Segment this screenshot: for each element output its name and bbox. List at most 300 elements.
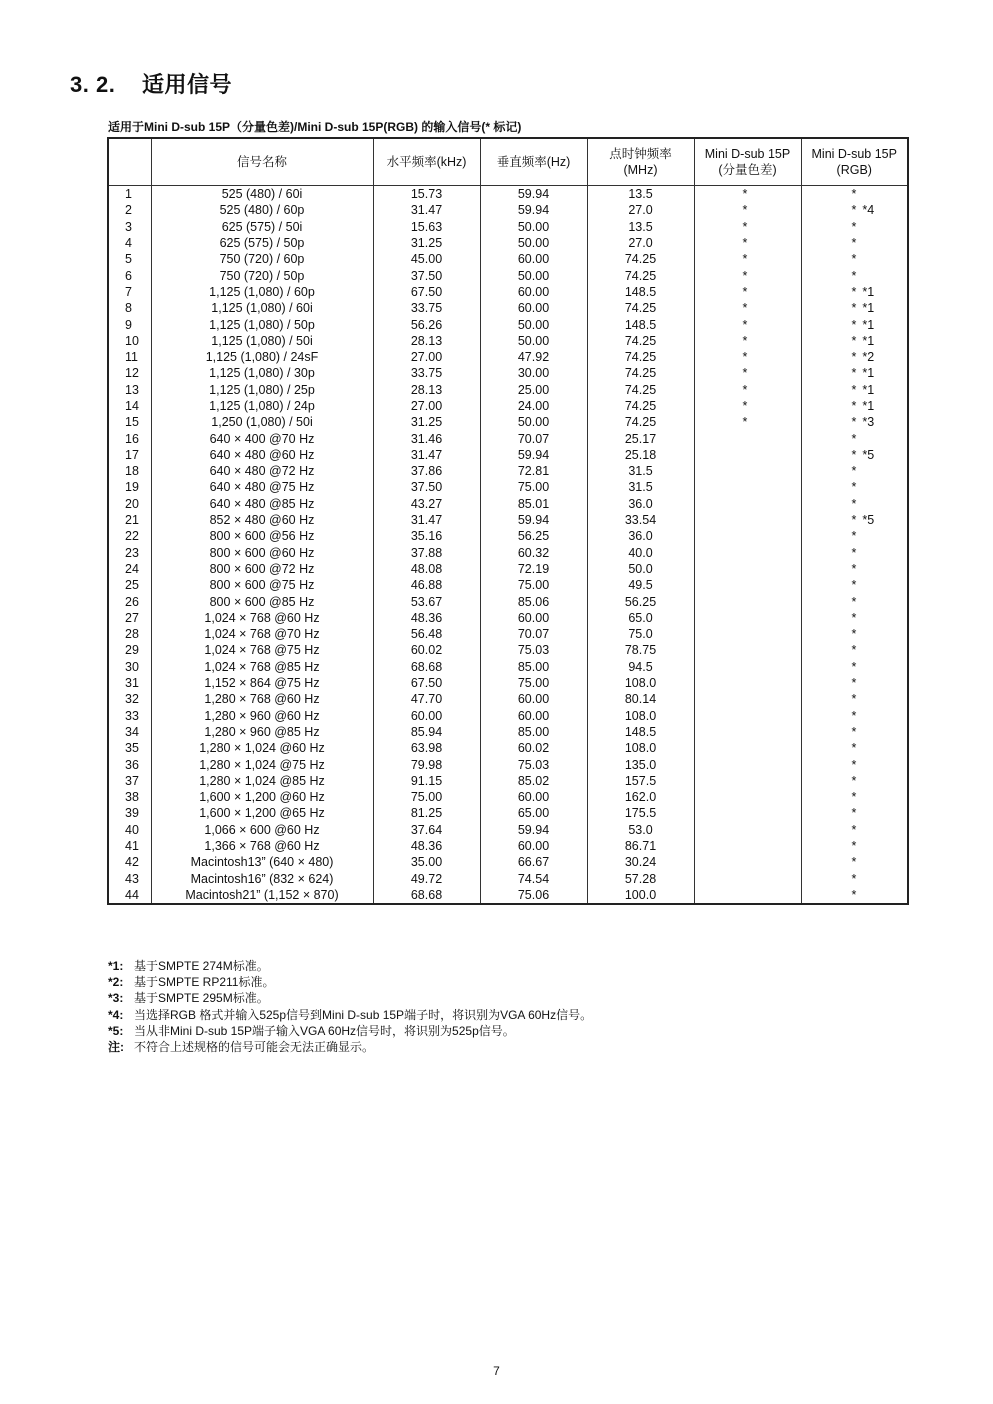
- signal-name: 1,125 (1,080) / 25p: [209, 382, 315, 397]
- v-freq: 60.00: [517, 790, 550, 805]
- v-freq: 59.94: [517, 513, 550, 528]
- h-freq: 37.50: [410, 480, 443, 495]
- signal-name: 1,066 × 600 @60 Hz: [204, 822, 320, 837]
- h-freq: 33.75: [410, 301, 443, 316]
- row-index: 34: [125, 724, 139, 739]
- dot-clock: 175.5: [624, 806, 657, 821]
- row-index: 23: [125, 545, 139, 560]
- header-rgb: [801, 138, 908, 186]
- v-freq: 56.25: [517, 529, 550, 544]
- h-freq: 75.00: [410, 790, 443, 805]
- h-freq: 15.73: [410, 187, 443, 202]
- h-freq: 46.88: [410, 578, 443, 593]
- rgb-support: *: [851, 496, 857, 511]
- dot-clock: 36.0: [628, 529, 653, 544]
- dot-clock: 78.75: [624, 643, 657, 658]
- row-index: 41: [125, 839, 139, 854]
- dot-clock: 108.0: [624, 708, 657, 723]
- signal-name: Macintosh21” (1,152 × 870): [185, 887, 339, 902]
- table-row: [108, 545, 908, 561]
- h-freq: 31.25: [410, 415, 443, 430]
- component-support: *: [742, 284, 748, 299]
- v-freq: 60.00: [517, 692, 550, 707]
- dot-clock: 13.5: [628, 219, 653, 234]
- dot-clock: 148.5: [624, 284, 657, 299]
- rgb-support: *: [851, 333, 857, 348]
- note-reference: *1: [862, 382, 875, 397]
- row-index: 5: [125, 252, 132, 267]
- table-row: [108, 235, 908, 251]
- footnote-text: 基于SMPTE 295M标准。: [134, 991, 269, 1006]
- table-row: [108, 512, 908, 528]
- rgb-support: *: [851, 350, 857, 365]
- signal-name: 852 × 480 @60 Hz: [209, 513, 315, 528]
- note-reference: *2: [862, 350, 875, 365]
- v-freq: 50.00: [517, 333, 550, 348]
- rgb-support: *: [851, 561, 857, 576]
- table-row: [108, 659, 908, 675]
- h-freq: 27.00: [410, 399, 443, 413]
- dot-clock: 13.5: [628, 187, 653, 202]
- table-row: [108, 593, 908, 609]
- v-freq: 30.00: [517, 366, 550, 381]
- signal-name: 625 (575) / 50p: [219, 236, 305, 251]
- table-row: [108, 756, 908, 772]
- rgb-support: *: [851, 431, 857, 446]
- v-freq: 59.94: [517, 187, 550, 202]
- rgb-support: *: [851, 578, 857, 593]
- note-reference: *5: [862, 513, 875, 528]
- signal-name: 1,024 × 768 @70 Hz: [204, 627, 320, 642]
- signal-name: 525 (480) / 60p: [219, 203, 305, 218]
- note-reference: *1: [862, 317, 875, 332]
- signal-name: 1,125 (1,080) / 60i: [211, 301, 313, 316]
- row-index: 38: [125, 790, 139, 805]
- dot-clock: 53.0: [628, 822, 653, 837]
- signal-name: Macintosh13” (640 × 480): [190, 855, 334, 870]
- footnote-text: 当选择RGB 格式并输入525p信号到Mini D-sub 15P端子时，将识别为VGA 60Hz信号。: [134, 1007, 593, 1022]
- rgb-support: *: [851, 692, 857, 707]
- v-freq: 70.07: [517, 431, 550, 446]
- v-freq: 60.00: [517, 708, 550, 723]
- table-row: [108, 284, 908, 300]
- v-freq: 74.54: [517, 871, 550, 886]
- h-freq: 31.25: [410, 236, 443, 251]
- table-row: [108, 822, 908, 838]
- h-freq: 37.88: [410, 545, 443, 560]
- note-reference: *1: [862, 284, 875, 299]
- v-freq: 66.67: [517, 855, 550, 870]
- signal-name: 1,280 × 960 @85 Hz: [204, 724, 320, 739]
- row-index: 27: [125, 610, 139, 625]
- table-row: [108, 610, 908, 626]
- dot-clock: 74.25: [624, 415, 657, 430]
- table-row: [108, 365, 908, 381]
- v-freq: 60.02: [517, 741, 550, 756]
- signal-name: Macintosh16” (832 × 624): [190, 871, 334, 886]
- v-freq: 60.00: [517, 252, 550, 267]
- h-freq: 35.00: [410, 855, 443, 870]
- component-support: *: [742, 382, 748, 397]
- dot-clock: 86.71: [624, 839, 657, 854]
- h-freq: 68.68: [410, 887, 443, 902]
- row-index: 42: [125, 855, 139, 870]
- table-row: [108, 349, 908, 365]
- row-index: 12: [125, 366, 139, 381]
- component-support: *: [742, 399, 748, 413]
- rgb-support: *: [851, 447, 857, 462]
- row-index: 15: [125, 415, 139, 430]
- header-index: [108, 138, 151, 186]
- page-number: 7: [493, 1364, 500, 1378]
- table-row: [108, 202, 908, 218]
- dot-clock: 94.5: [628, 659, 653, 674]
- h-freq: 37.50: [410, 268, 443, 283]
- signal-name: 1,152 × 864 @75 Hz: [204, 676, 320, 691]
- h-freq: 53.67: [410, 594, 443, 609]
- signal-name: 800 × 600 @75 Hz: [209, 578, 315, 593]
- row-index: 20: [125, 496, 139, 511]
- v-freq: 85.02: [517, 773, 550, 788]
- row-index: 31: [125, 676, 139, 691]
- signal-name: 800 × 600 @56 Hz: [209, 529, 315, 544]
- footnote-key: *1:: [108, 959, 124, 973]
- header-dot-clock-line1: 点时钟频率: [609, 147, 672, 161]
- row-index: 9: [125, 317, 132, 332]
- rgb-support: *: [851, 187, 857, 202]
- rgb-support: *: [851, 301, 857, 316]
- h-freq: 31.47: [410, 203, 443, 218]
- note-reference: *1: [862, 366, 875, 381]
- dot-clock: 162.0: [624, 790, 657, 805]
- dot-clock: 148.5: [624, 724, 657, 739]
- h-freq: 37.64: [410, 822, 443, 837]
- dot-clock: 148.5: [624, 317, 657, 332]
- rgb-support: *: [851, 724, 857, 739]
- signal-name: 640 × 480 @72 Hz: [209, 464, 315, 479]
- dot-clock: 74.25: [624, 268, 657, 283]
- rgb-support: *: [851, 219, 857, 234]
- row-index: 29: [125, 643, 139, 658]
- dot-clock: 56.25: [624, 594, 657, 609]
- footnote: [108, 1039, 592, 1055]
- rgb-support: *: [851, 464, 857, 479]
- table-row: [108, 626, 908, 642]
- v-freq: 85.06: [517, 594, 550, 609]
- row-index: 43: [125, 871, 139, 886]
- h-freq: 79.98: [410, 757, 443, 772]
- footnote-key: *4:: [108, 1007, 124, 1022]
- component-support: *: [742, 187, 748, 202]
- section-title: 适用信号: [142, 72, 233, 97]
- table-row: [108, 382, 908, 398]
- dot-clock: 74.25: [624, 399, 657, 413]
- header-rgb-line2: (RGB): [836, 163, 872, 177]
- dot-clock: 157.5: [624, 773, 657, 788]
- dot-clock: 31.5: [628, 480, 653, 495]
- component-support: *: [742, 236, 748, 251]
- signal-name: 1,366 × 768 @60 Hz: [204, 839, 320, 854]
- table-row: [108, 316, 908, 332]
- signal-name: 1,280 × 768 @60 Hz: [204, 692, 320, 707]
- signal-name: 1,600 × 1,200 @60 Hz: [199, 790, 325, 805]
- table-row: [108, 528, 908, 544]
- rgb-support: *: [851, 317, 857, 332]
- rgb-support: *: [851, 399, 857, 413]
- header-dot-clock: [587, 138, 694, 186]
- signal-name: 640 × 480 @85 Hz: [209, 496, 315, 511]
- table-row: [108, 675, 908, 691]
- row-index: 3: [125, 219, 132, 234]
- h-freq: 15.63: [410, 219, 443, 234]
- h-freq: 48.36: [410, 610, 443, 625]
- dot-clock: 25.17: [624, 431, 657, 446]
- header-component-line1: Mini D-sub 15P: [704, 147, 791, 161]
- rgb-support: *: [851, 252, 857, 267]
- rgb-support: *: [851, 513, 857, 528]
- header-component-line2: (分量色差): [718, 163, 777, 177]
- row-index: 7: [125, 284, 132, 299]
- row-index: 26: [125, 594, 139, 609]
- table-row: [108, 740, 908, 756]
- h-freq: 60.00: [410, 708, 443, 723]
- signal-name: 640 × 480 @75 Hz: [209, 480, 315, 495]
- dot-clock: 50.0: [628, 561, 653, 576]
- dot-clock: 135.0: [624, 757, 657, 772]
- footnote: [108, 974, 592, 990]
- rgb-support: *: [851, 203, 857, 218]
- h-freq: 31.46: [410, 431, 443, 446]
- row-index: 39: [125, 806, 139, 821]
- v-freq: 50.00: [517, 415, 550, 430]
- h-freq: 67.50: [410, 676, 443, 691]
- row-index: 19: [125, 480, 139, 495]
- signal-name: 800 × 600 @60 Hz: [209, 545, 315, 560]
- table-row: [108, 887, 908, 904]
- v-freq: 59.94: [517, 203, 550, 218]
- row-index: 28: [125, 627, 139, 642]
- v-freq: 75.03: [517, 757, 550, 772]
- rgb-support: *: [851, 855, 857, 870]
- header-h-freq: 水平频率(kHz): [373, 138, 480, 186]
- rgb-support: *: [851, 610, 857, 625]
- signal-table: [107, 137, 909, 905]
- rgb-support: *: [851, 545, 857, 560]
- v-freq: 50.00: [517, 219, 550, 234]
- v-freq: 25.00: [517, 382, 550, 397]
- v-freq: 85.00: [517, 724, 550, 739]
- signal-name: 1,125 (1,080) / 30p: [209, 366, 315, 381]
- signal-name: 1,280 × 1,024 @60 Hz: [199, 741, 325, 756]
- note-reference: *1: [862, 333, 875, 348]
- v-freq: 47.92: [517, 350, 550, 365]
- h-freq: 48.08: [410, 561, 443, 576]
- dot-clock: 33.54: [624, 513, 657, 528]
- row-index: 17: [125, 447, 139, 462]
- rgb-support: *: [851, 268, 857, 283]
- rgb-support: *: [851, 236, 857, 251]
- rgb-support: *: [851, 822, 857, 837]
- signal-name: 1,125 (1,080) / 24sF: [205, 350, 319, 365]
- section-number: 3. 2.: [70, 72, 116, 97]
- table-row: [108, 251, 908, 267]
- h-freq: 67.50: [410, 284, 443, 299]
- dot-clock: 80.14: [624, 692, 657, 707]
- v-freq: 60.32: [517, 545, 550, 560]
- footnote: [108, 1007, 592, 1023]
- dot-clock: 57.28: [624, 871, 657, 886]
- row-index: 13: [125, 382, 139, 397]
- header-dot-clock-line2: (MHz): [623, 163, 658, 177]
- row-index: 21: [125, 513, 139, 528]
- rgb-support: *: [851, 480, 857, 495]
- rgb-support: *: [851, 676, 857, 691]
- footnote: [108, 1023, 592, 1039]
- header-rgb-line1: Mini D-sub 15P: [811, 147, 897, 161]
- footnote-key: *5:: [108, 1023, 124, 1038]
- h-freq: 56.48: [410, 627, 443, 642]
- dot-clock: 75.0: [628, 627, 653, 642]
- signal-name: 1,280 × 1,024 @75 Hz: [199, 757, 325, 772]
- v-freq: 75.06: [517, 887, 550, 902]
- rgb-support: *: [851, 773, 857, 788]
- dot-clock: 40.0: [628, 545, 653, 560]
- h-freq: 60.02: [410, 643, 443, 658]
- row-index: 18: [125, 464, 139, 479]
- table-row: [108, 561, 908, 577]
- dot-clock: 74.25: [624, 301, 657, 316]
- row-index: 40: [125, 822, 139, 837]
- signal-name: 1,125 (1,080) / 60p: [209, 284, 315, 299]
- v-freq: 85.01: [517, 496, 550, 511]
- row-index: 24: [125, 561, 139, 576]
- header-v-freq: 垂直频率(Hz): [480, 138, 587, 186]
- v-freq: 75.03: [517, 643, 550, 658]
- signal-name: 1,024 × 768 @60 Hz: [204, 610, 320, 625]
- h-freq: 63.98: [410, 741, 443, 756]
- dot-clock: 49.5: [628, 578, 653, 593]
- h-freq: 27.00: [410, 350, 443, 365]
- row-index: 36: [125, 757, 139, 772]
- h-freq: 56.26: [410, 317, 443, 332]
- h-freq: 35.16: [410, 529, 443, 544]
- h-freq: 68.68: [410, 659, 443, 674]
- rgb-support: *: [851, 284, 857, 299]
- signal-name: 1,125 (1,080) / 50p: [209, 317, 315, 332]
- note-reference: *3: [862, 415, 875, 430]
- h-freq: 45.00: [410, 252, 443, 267]
- row-index: 2: [125, 203, 132, 218]
- dot-clock: 31.5: [628, 464, 653, 479]
- table-row: [108, 805, 908, 821]
- table-row: [108, 642, 908, 658]
- row-index: 4: [125, 236, 132, 251]
- v-freq: 75.00: [517, 578, 550, 593]
- rgb-support: *: [851, 627, 857, 642]
- signal-name: 640 × 480 @60 Hz: [209, 447, 315, 462]
- row-index: 6: [125, 268, 132, 283]
- table-row: [108, 691, 908, 707]
- v-freq: 59.94: [517, 822, 550, 837]
- rgb-support: *: [851, 366, 857, 381]
- dot-clock: 30.24: [624, 855, 657, 870]
- dot-clock: 27.0: [628, 236, 653, 251]
- table-header-row: [108, 138, 908, 186]
- v-freq: 72.81: [517, 464, 550, 479]
- row-index: 25: [125, 578, 139, 593]
- signal-name: 1,280 × 1,024 @85 Hz: [199, 773, 325, 788]
- component-support: *: [742, 333, 748, 348]
- header-signal-name: 信号名称: [151, 138, 373, 186]
- rgb-support: *: [851, 741, 857, 756]
- v-freq: 65.00: [517, 806, 550, 821]
- rgb-support: *: [851, 757, 857, 772]
- table-row: [108, 186, 908, 203]
- h-freq: 85.94: [410, 724, 443, 739]
- table-row: [108, 854, 908, 870]
- rgb-support: *: [851, 382, 857, 397]
- component-support: *: [742, 252, 748, 267]
- dot-clock: 27.0: [628, 203, 653, 218]
- v-freq: 59.94: [517, 447, 550, 462]
- table-row: [108, 398, 908, 414]
- dot-clock: 74.25: [624, 350, 657, 365]
- note-reference: *1: [862, 399, 875, 413]
- rgb-support: *: [851, 839, 857, 854]
- table-row: [108, 870, 908, 886]
- row-index: 16: [125, 431, 139, 446]
- table-row: [108, 479, 908, 495]
- table-row: [108, 267, 908, 283]
- table-row: [108, 333, 908, 349]
- table-row: [108, 773, 908, 789]
- h-freq: 28.13: [410, 333, 443, 348]
- signal-name: 750 (720) / 60p: [219, 252, 305, 267]
- rgb-support: *: [851, 643, 857, 658]
- h-freq: 33.75: [410, 366, 443, 381]
- row-index: 14: [125, 399, 139, 413]
- h-freq: 81.25: [410, 806, 443, 821]
- component-support: *: [742, 268, 748, 283]
- rgb-support: *: [851, 790, 857, 805]
- component-support: *: [742, 415, 748, 430]
- table-row: [108, 463, 908, 479]
- table-row: [108, 414, 908, 430]
- h-freq: 48.36: [410, 839, 443, 854]
- v-freq: 85.00: [517, 659, 550, 674]
- v-freq: 60.00: [517, 839, 550, 854]
- signal-name: 1,024 × 768 @75 Hz: [204, 643, 320, 658]
- footnote-text: 当从非Mini D-sub 15P端子输入VGA 60Hz信号时，将识别为525p信号。: [134, 1023, 515, 1038]
- note-reference: *5: [862, 447, 875, 462]
- h-freq: 47.70: [410, 692, 443, 707]
- table-row: [108, 724, 908, 740]
- h-freq: 31.47: [410, 513, 443, 528]
- rgb-support: *: [851, 806, 857, 821]
- table-row: [108, 219, 908, 235]
- footnote-key: 注:: [108, 1040, 124, 1055]
- dot-clock: 100.0: [624, 887, 657, 902]
- signal-name: 1,600 × 1,200 @65 Hz: [199, 806, 325, 821]
- footnote-key: *3:: [108, 991, 124, 1006]
- row-index: 30: [125, 659, 139, 674]
- signal-name: 640 × 400 @70 Hz: [209, 431, 315, 446]
- table-row: [108, 789, 908, 805]
- h-freq: 28.13: [410, 382, 443, 397]
- dot-clock: 74.25: [624, 252, 657, 267]
- table-row: [108, 496, 908, 512]
- signal-name: 1,280 × 960 @60 Hz: [204, 708, 320, 723]
